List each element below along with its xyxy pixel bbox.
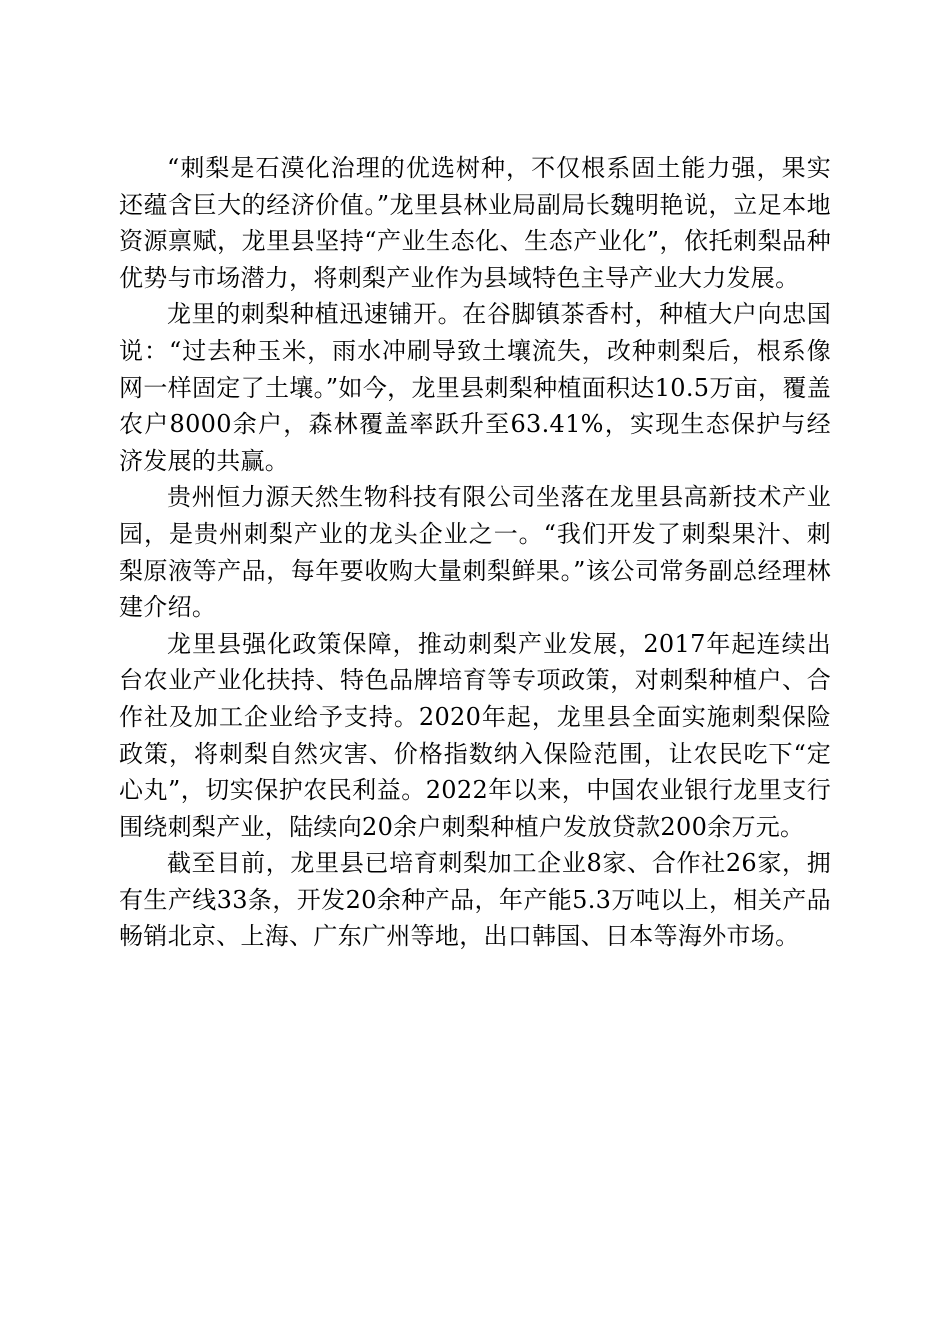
paragraph-1: “刺梨是石漠化治理的优选树种，不仅根系固土能力强，果实还蕴含巨大的经济价值。”龙里县林业局副局长魏明艳说，立足本地资源禀赋，龙里县坚持“产业生态化、生态产业化”，依托刺梨品种优势与市场潜力，将刺梨产业作为县域特色主导产业大力发展。 <box>119 154 831 292</box>
paragraph-4: 龙里县强化政策保障，推动刺梨产业发展，2017年起连续出台农业产业化扶持、特色品牌培育等专项政策，对刺梨种植户、合作社及加工企业给予支持。2020年起，龙里县全面实施刺梨保险政策，将刺梨自然灾害、价格指数纳入保险范围，让农民吃下“定心丸”，切实保护农民利益。2022年以来，中国农业银行龙里支行围绕刺梨产业，陆续向20余户刺梨种植户发放贷款200余万元。 <box>119 629 831 841</box>
article-body <box>119 150 831 955</box>
paragraph-3: 贵州恒力源天然生物科技有限公司坐落在龙里县高新技术产业园，是贵州刺梨产业的龙头企业之一。“我们开发了刺梨果汁、刺梨原液等产品，每年要收购大量刺梨鲜果。”该公司常务副总经理林建介绍。 <box>119 483 831 622</box>
paragraph-2: 龙里的刺梨种植迅速铺开。在谷脚镇茶香村，种植大户向忠国说：“过去种玉米，雨水冲刷导致土壤流失，改种刺梨后，根系像网一样固定了土壤。”如今，龙里县刺梨种植面积达10.5万亩，覆盖农户8000余户，森林覆盖率跃升至63.41%，实现生态保护与经济发展的共赢。 <box>119 300 831 475</box>
paragraph-5: 截至目前，龙里县已培育刺梨加工企业8家、合作社26家，拥有生产线33条，开发20余种产品，年产能5.3万吨以上，相关产品畅销北京、上海、广东广州等地，出口韩国、日本等海外市场。 <box>119 849 831 951</box>
